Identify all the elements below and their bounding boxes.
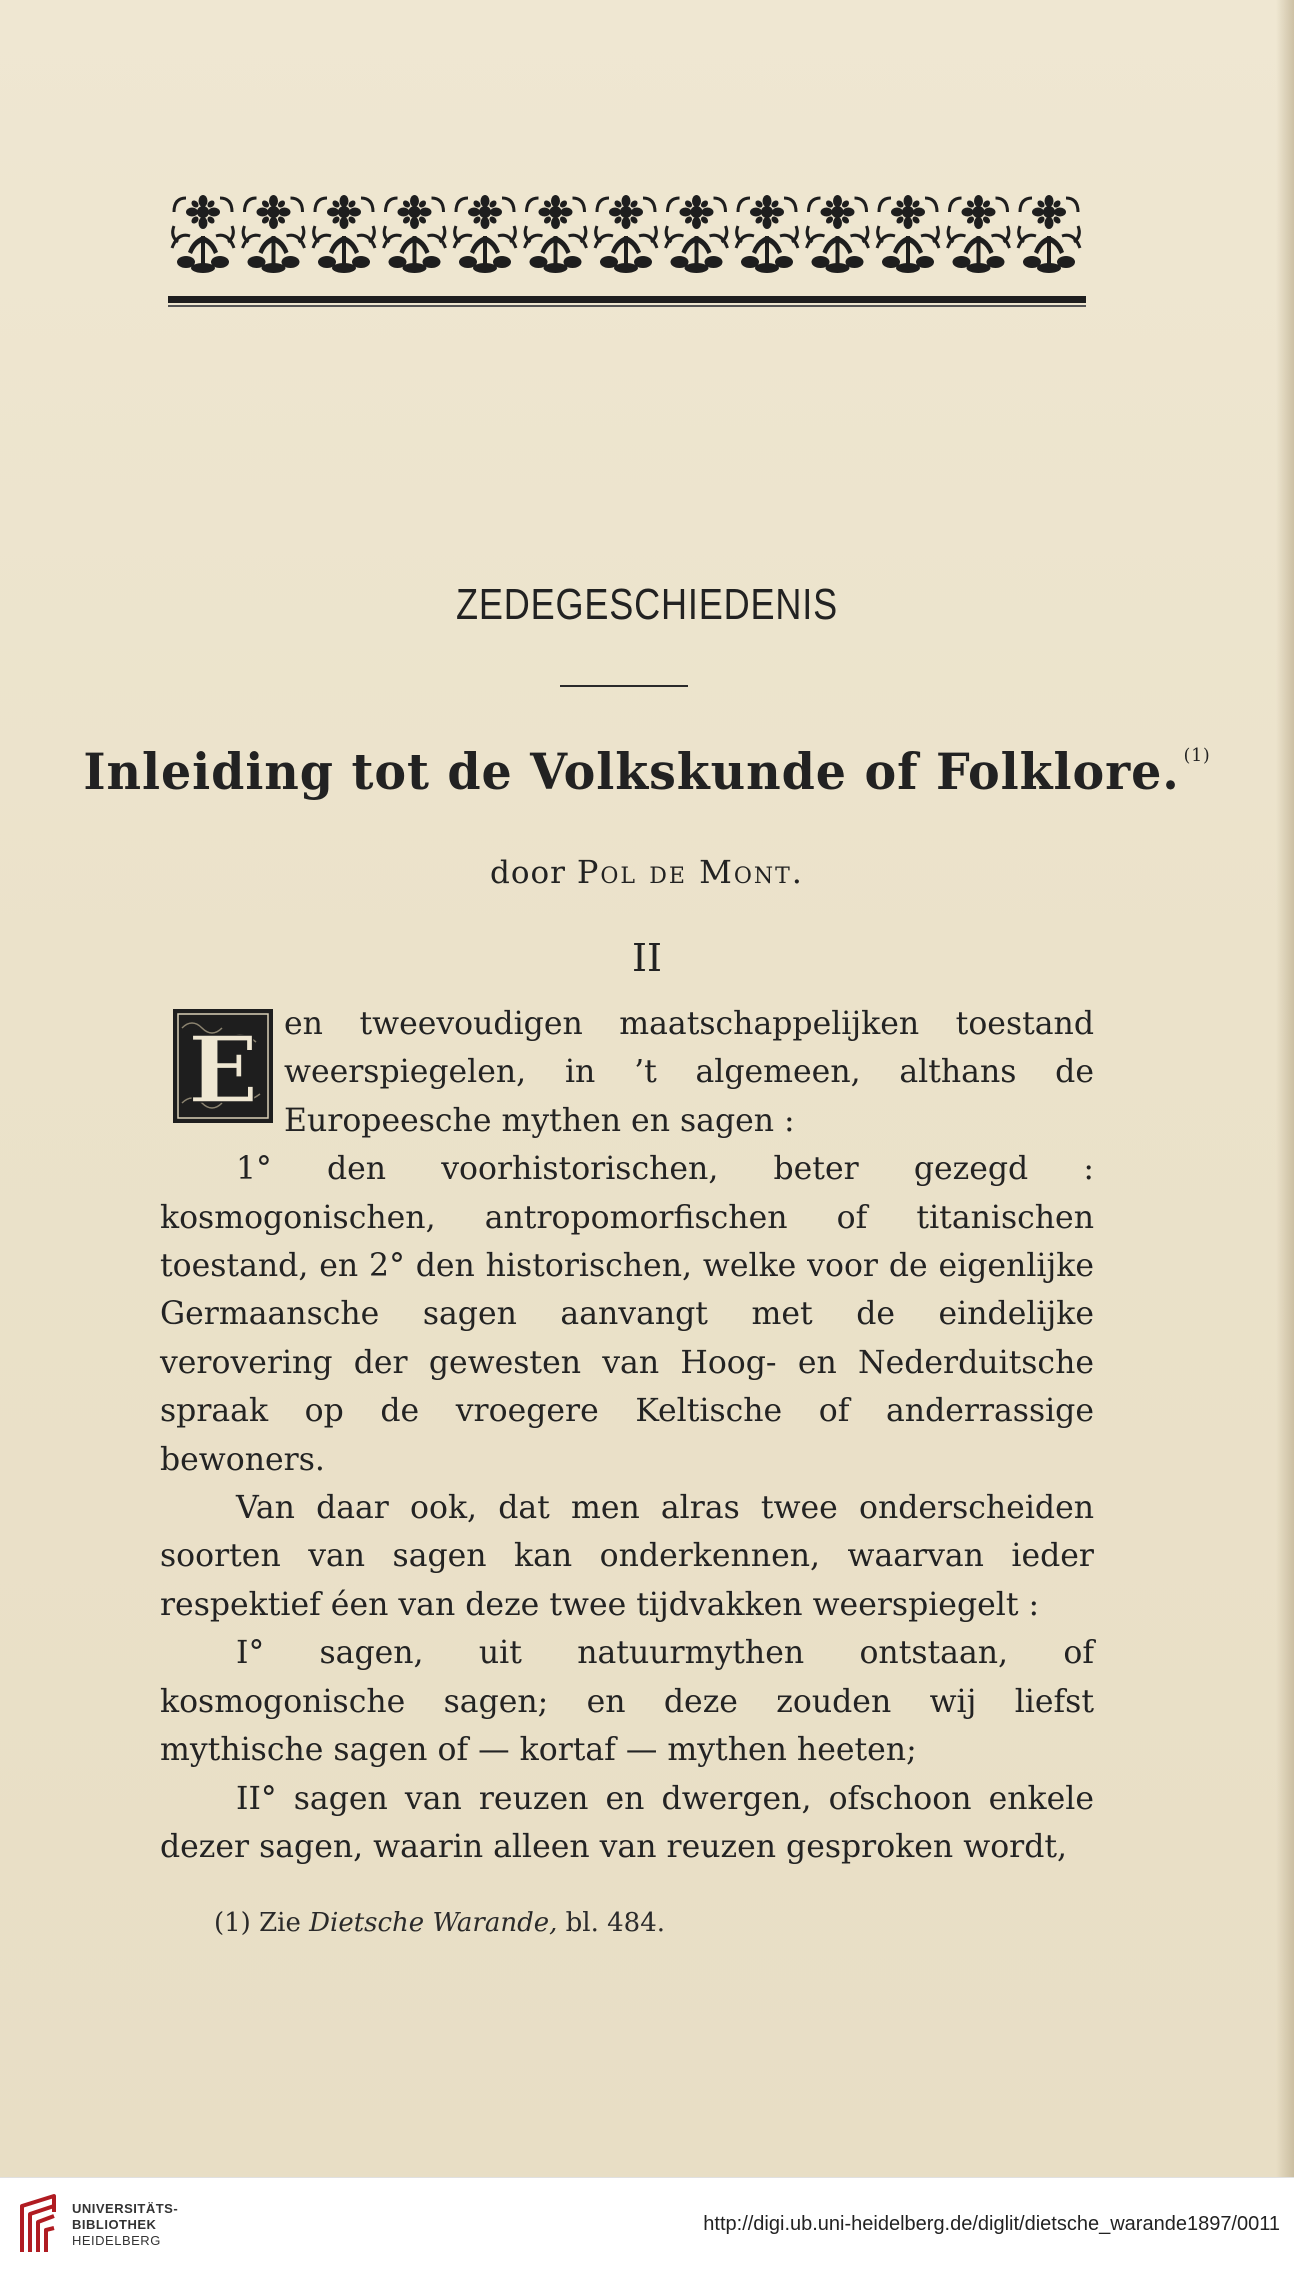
paragraph: Van daar ook, dat men alras twee onderscheiden soorten van sagen kan onderkennen, waarvan ieder respektief éen van deze twee tijdvakken weerspiegelt : [160, 1490, 1094, 1623]
library-logo-icon [14, 2192, 62, 2258]
footnote-mark: (1) [214, 1908, 251, 1938]
byline-prefix: door [490, 855, 566, 891]
author-name: Pol de Mont. [576, 853, 804, 891]
part-numeral: II [631, 936, 663, 980]
paragraph: en tweevoudigen maatschappelijken toestand weerspiegelen, in ’t algemeen, althans de Europeesche mythen en sagen : [284, 1006, 1094, 1139]
library-name-line: HEIDELBERG [72, 2233, 161, 2248]
footnote-page: bl. 484. [565, 1908, 666, 1938]
library-name-line: BIBLIOTHEK [72, 2217, 157, 2232]
library-name [72, 2201, 178, 2249]
footnote [214, 1908, 665, 1938]
library-name-line: UNIVERSITÄTS- [72, 2201, 179, 2216]
source-url[interactable]: http://digi.ub.uni-heidelberg.de/diglit/dietsche_warande1897/0011 [703, 2213, 1280, 2235]
body-text [160, 1000, 1094, 1871]
byline [0, 853, 1294, 891]
article-title [32, 742, 1261, 801]
dropcap-letter: E [187, 1016, 259, 1124]
dropcap-spacer [160, 1000, 284, 1140]
footnote-reference: (1) [1183, 745, 1211, 766]
footnote-work: Dietsche Warande, [309, 1908, 558, 1938]
floral-ornament-band [168, 192, 1086, 312]
article-title-text: Inleiding tot de Volkskunde of Folklore. [83, 742, 1180, 801]
paragraph: I° sagen, uit natuurmythen ontstaan, of kosmogonische sagen; en deze zouden wij liefst mythische sagen of — kortaf — mythen heeten; [160, 1635, 1094, 1769]
title-divider [560, 685, 688, 687]
footnote-prefix: Zie [259, 1908, 301, 1938]
paragraph: II° sagen van reuzen en dwergen, ofschoon enkele dezer sagen, waarin alleen van reuzen gesproken wordt, [160, 1780, 1094, 1865]
paragraph: 1° den voorhistorischen, beter gezegd : kosmogonischen, antropomorfischen of titanischen toestand, en 2° den historischen, welke voor de eigenlijke Germaansche sagen aanvangt met de eindelijke verovering der gewesten van Hoog- en Nederduitsche spraak op de vroegere Keltische of anderrassige bewoners. [160, 1151, 1094, 1478]
section-title: ZEDEGESCHIEDENIS [455, 580, 839, 629]
viewer-footer [0, 2177, 1294, 2272]
